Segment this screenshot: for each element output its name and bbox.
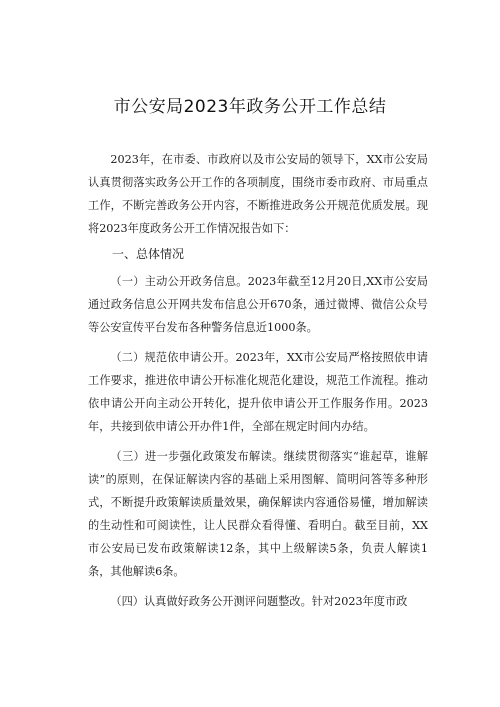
document-title: 市公安局2023年政务公开工作总结 <box>113 97 387 117</box>
paragraph-proactive-disclosure: （一）主动公开政务信息。2023年截至12月20日,XX市公安局通过政务信息公开网共发布信息公开670条，通过微博、微信公众号等公安宣传平台发布各种警务信息近1000条。 <box>88 275 428 334</box>
intro-paragraph: 2023年，在市委、市政府以及市公安局的领导下，XX市公安局认真贯彻落实政务公开工作的各项制度，围绕市委市政府、市局重点工作，不断完善政务公开内容，不断推进政务公开规范优质发展。现将2023年度政务公开工作情况报告如下： <box>88 153 428 235</box>
paragraph-evaluation-rectification: （四）认真做好政务公开测评问题整改。针对2023年度市政 <box>110 595 408 608</box>
paragraph-request-disclosure: （二）规范依申请公开。2023年，XX市公安局严格按照依申请工作要求，推进依申请公开标准化规范化建设，规范工作流程。推动依申请公开向主动公开转化，提升依申请公开工作服务作用。2023年，共接到依申请公开办件1件，全部在规定时间内办结。 <box>88 351 428 433</box>
section-heading-overview: 一、总体情况 <box>112 247 185 261</box>
paragraph-policy-interpretation: （三）进一步强化政策发布解读。继续贯彻落实“谁起草，谁解读”的原则，在保证解读内容的基础上采用图解、简明问答等多种形式，不断提升政策解读质量效果，确保解读内容通俗易懂，增加解读的生动性和可阅读性，让人民群众看得懂、看明白。截至目前，XX市公安局已发布政策解读12条，其中上级解读5条，负责人解读1条，其他解读6条。 <box>88 450 428 578</box>
document-body <box>88 148 428 613</box>
